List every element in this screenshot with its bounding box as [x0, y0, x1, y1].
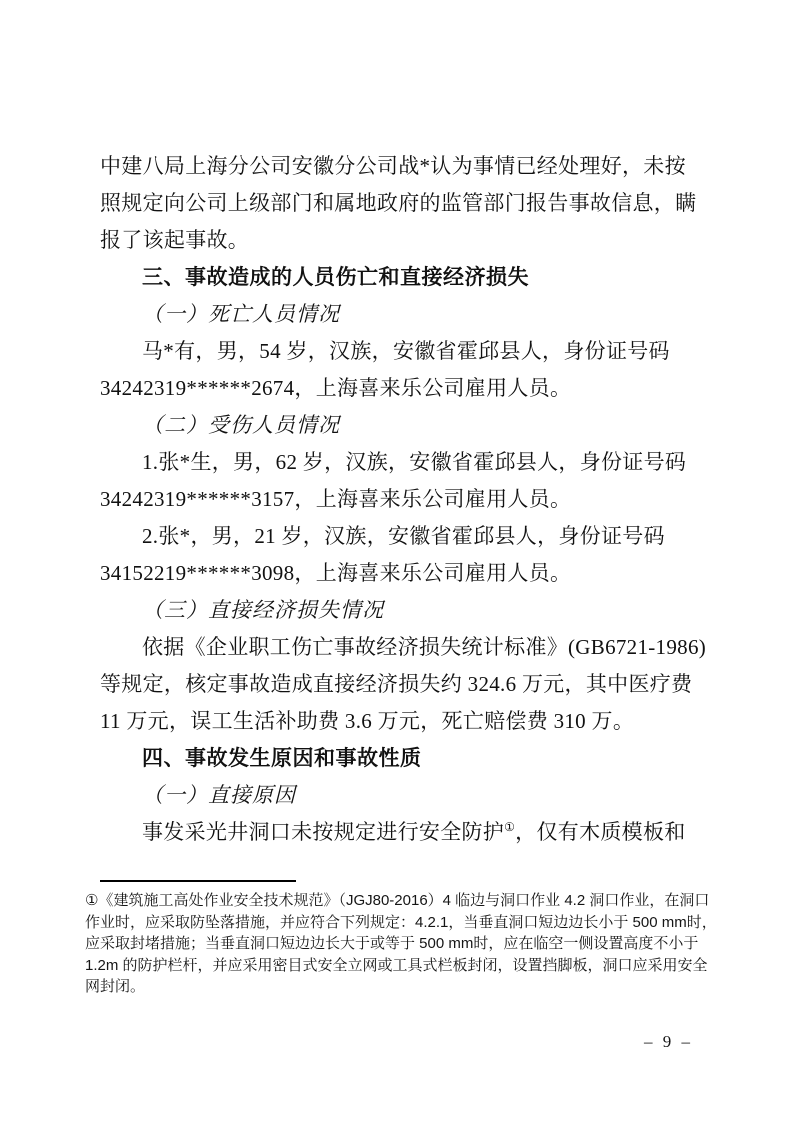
paragraph-line: 依据《企业职工伤亡事故经济损失统计标准》(GB6721-1986)	[142, 635, 707, 659]
footnote-line: 应采取封堵措施；当垂直洞口短边边长大于或等于 500 mm时，应在临空一侧设置高度不小于	[85, 935, 699, 952]
section-heading-4: 四、事故发生原因和事故性质	[142, 747, 422, 770]
paragraph-line: 34152219******3098，上海喜来乐公司雇用人员。	[100, 561, 572, 585]
footnote-block	[85, 880, 717, 998]
footnote-line: ①《建筑施工高处作业安全技术规范》（JGJ80-2016）4 临边与洞口作业 4.2 洞口作业，在洞口	[85, 892, 710, 909]
paragraph-line: 等规定，核定事故造成直接经济损失约 324.6 万元，其中医疗费	[100, 672, 693, 696]
paragraph-line: 1.张*生，男，62 岁，汉族，安徽省霍邱县人，身份证号码	[142, 450, 687, 474]
paragraph-line: 报了该起事故。	[100, 228, 250, 252]
footnote-text	[85, 890, 717, 998]
paragraph-line: 中建八局上海分公司安徽分公司战*认为事情已经处理好，未按	[100, 154, 686, 178]
sub-heading-economic-loss: （三）直接经济损失情况	[142, 598, 384, 622]
footnote-separator	[100, 880, 296, 882]
paragraph-line: 11 万元，误工生活补助费 3.6 万元，死亡赔偿费 310 万。	[100, 709, 635, 733]
paragraph-text: 事发采光井洞口未按规定进行安全防护	[142, 820, 505, 844]
paragraph-line: 2.张*，男，21 岁，汉族，安徽省霍邱县人，身份证号码	[142, 524, 665, 548]
paragraph-line	[100, 814, 700, 851]
sub-heading-direct-cause: （一）直接原因	[142, 783, 296, 807]
footnote-line: 作业时，应采取防坠落措施，并应符合下列规定：4.2.1，当垂直洞口短边边长小于 500 mm时，	[85, 913, 717, 931]
sub-heading-death: （一）死亡人员情况	[142, 302, 340, 326]
paragraph-line: 34242319******2674，上海喜来乐公司雇用人员。	[100, 376, 572, 400]
section-heading-3: 三、事故造成的人员伤亡和直接经济损失	[142, 266, 529, 289]
paragraph-line: 照规定向公司上级部门和属地政府的监管部门报告事故信息，瞒	[100, 191, 697, 215]
paragraph-line: 34242319******3157，上海喜来乐公司雇用人员。	[100, 487, 572, 511]
footnote-reference-mark: ①	[504, 820, 516, 834]
footnote-line: 1.2m 的防护栏杆，并应采用密目式安全立网或工具式栏板封闭，设置挡脚板，洞口应采用安全	[85, 956, 708, 974]
paragraph-text: ，仅有木质模板和	[515, 820, 686, 844]
page-number: – 9 –	[644, 1032, 693, 1051]
sub-heading-injured: （二）受伤人员情况	[142, 413, 340, 437]
document-body	[100, 148, 707, 851]
paragraph-line: 马*有，男，54 岁，汉族，安徽省霍邱县人，身份证号码	[142, 339, 670, 363]
footnote-line: 网封闭。	[85, 978, 146, 995]
